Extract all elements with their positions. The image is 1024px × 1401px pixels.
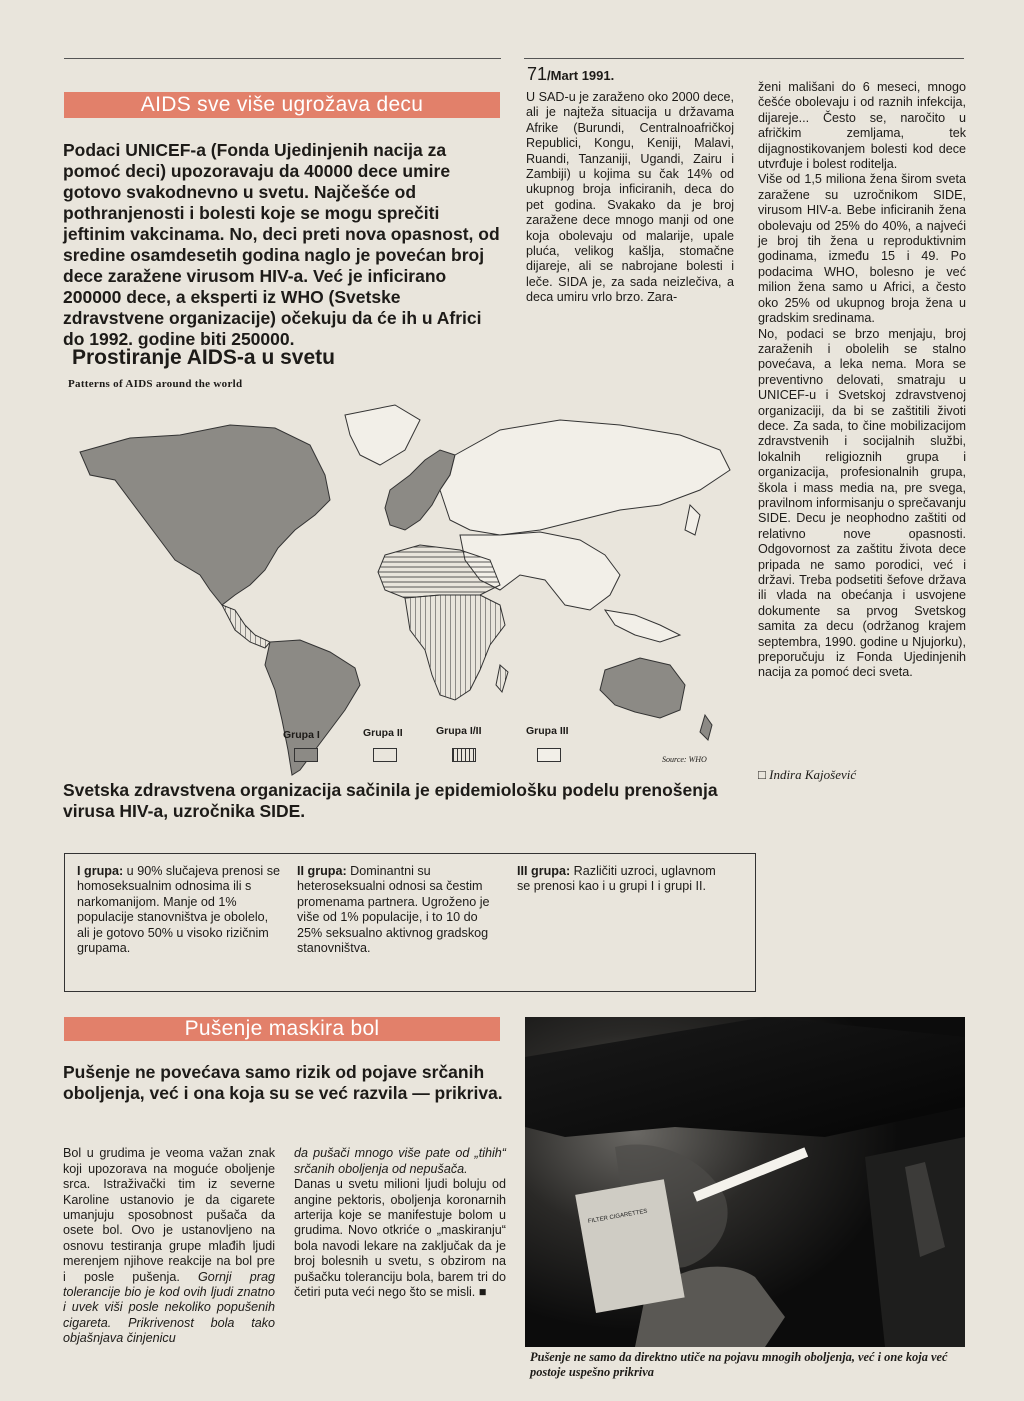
japan <box>685 505 700 535</box>
legend-swatch-group12 <box>452 748 476 762</box>
square-bullet-icon: □ <box>758 767 770 782</box>
central-america <box>222 605 270 648</box>
legend-label-group1: Grupa I <box>283 729 320 741</box>
group-2-definition <box>297 864 497 956</box>
issue-number: 71 <box>527 64 548 84</box>
smoking-col2-italic: da pušači mnogo više pate od „tihih“ srčanih oboljenja od nepušača. <box>294 1146 506 1176</box>
aids-column-2: U SAD-u je zaraženo oko 2000 dece, ali je najteža situacija u državama Afrike (Burundi, Centralnoafričkoj Republici, Kongu, Keniji, Malavi, Ruandi, Tanzaniji, Ugandi, Zairu i Zambiji) u kojima su čak 14% od ukupnog broja inficiranih, deca do pet godina. Svakako da je broj zaražene dece mnogo manji od one koja obolevaju od malarije, upale pluća, velikog kašlja, stomačne dijareje, ali se nabrojane bolesti i leče. SIDA je, za sada neizlečiva, a deca umiru vrlo brzo. Zara- <box>526 90 734 305</box>
legend-label-group12: Grupa I/II <box>436 725 482 737</box>
greenland <box>345 405 420 465</box>
smoking-col2-text: Danas u svetu milioni ljudi boluju od angine pektoris, oboljenja koronarnih arterija koje se manifestuje bolom u grudima. Novo otkriće o „maskiranju“ bola navodi lekare na zaključak da je broj bolesnih u svetu, s obzirom na pušačku toleranciju bola, barem tri do četiri puta veći nego što se misli. <box>294 1177 506 1300</box>
group-2-label: II grupa: <box>297 864 347 878</box>
author-signature <box>758 767 856 783</box>
smoking-lead: Pušenje ne povećava samo rizik od pojave srčanih oboljenja, već i ona koja su se već razvila — prikriva. <box>63 1062 503 1103</box>
group-definitions-box <box>64 853 756 992</box>
legend-label-group2: Grupa II <box>363 727 403 739</box>
legend-swatch-group2 <box>373 748 397 762</box>
issue-header <box>527 64 614 85</box>
southeast-asia <box>605 610 680 642</box>
map-caption: Svetska zdravstvena organizacija sačinila je epidemiološku podelu prenošenja virusa HIV-a, uzročnika SIDE. <box>63 780 718 821</box>
legend-swatch-group3 <box>537 748 561 762</box>
smoking-column-2 <box>294 1131 506 1300</box>
top-rule-right <box>524 58 964 59</box>
north-america <box>80 425 330 605</box>
group-1-label: I grupa: <box>77 864 124 878</box>
smoking-column-1 <box>63 1131 275 1347</box>
group-1-definition <box>77 864 282 956</box>
australia <box>600 658 685 718</box>
map-subtitle: Patterns of AIDS around the world <box>68 378 243 390</box>
smoking-col1-text: Bol u grudima je veoma važan znak koji upozorava na moguće oboljenje srca. Istraživački tim iz severne Karoline ustanovio je da cigarete umanjuju sposobnost pušača da osete bol. Ovo je ustanovljeno na osnovu testiranja grupe mlađih ljudi merenjem njihove reakcije na bol pre i posle pušenja. <box>63 1146 275 1284</box>
legend-label-group3: Grupa III <box>526 725 569 737</box>
top-rule-left <box>64 58 501 59</box>
madagascar <box>496 665 508 692</box>
group-3-definition <box>517 864 717 895</box>
legend-swatch-group1 <box>294 748 318 762</box>
asia-north <box>440 420 730 535</box>
aids-banner: AIDS sve više ugrožava decu <box>64 92 500 118</box>
world-map <box>60 380 750 780</box>
smoker-photo <box>525 1017 965 1347</box>
photo-caption: Pušenje ne samo da direktno utiče na pojavu mnogih oboljenja, već i one koja već postoje uspešno prikriva <box>530 1350 948 1379</box>
author-name: Indira Kajošević <box>769 767 857 782</box>
group-3-label: III grupa: <box>517 864 571 878</box>
aids-lead: Podaci UNICEF-a (Fonda Ujedinjenih nacija za pomoć deci) upozoravaju da 40000 dece umire gotovo svakodnevno u svetu. Najčešće od pothranjenosti i bolesti koje se mogu sprečiti jeftinim vakcinama. No, deci preti nova opasnost, od sredine osamdesetih godina naglo je povećan broj dece zaražene virusom HIV-a. Već je inficirano 200000 dece, a eksperti iz WHO (Svetske zdravstvene organizacije) očekuju da će ih u Africi do 1992. godine biti 250000. <box>63 140 500 349</box>
group-3-text: Različiti uzroci, uglavnom se prenosi kao i u grupi I i grupi II. <box>517 864 716 894</box>
group-1-text: u 90% slučajeva prenosi se homoseksualnim odnosima ili s narkomanijom. Manje od 1% populacije stanovništva je obolelo, ali je gotovo 50% u visoko rizičnim grupama. <box>77 864 281 956</box>
issue-date: /Mart 1991. <box>547 68 615 83</box>
pack-label: FILTER CIGARETTES <box>587 1208 648 1225</box>
aids-column-3: ženi mališani do 6 meseci, mnogo češće obolevaju i od raznih infekcija, dijareje... Često se, naročito u afričkim zemljama, tek dijagnostikovanjem bolesti kod dece utvrđuje i bolest roditelja. Više od 1,5 miliona žena širom sveta zaražene su uzročnikom SIDE, virusom HIV-a. Bebe inficiranih žena obolevaju od 25% do 40%, a najveći je broj tih žena u reproduktivnim godinama, između 15 i 49. Po podacima WHO, bolesno je već milion žena samo u Africi, a često oko 25% od ukupnog broja žena u gradskim sredinama. No, podaci se brzo menjaju, broj zaraženih i obolelih se stalno povećava, a leka nema. Mora se preventivno delovati, smatraju u UNICEF-u i Svetskoj zdravstvenoj organizaciji, da bi se zaštitili životi dece. Za sada, to čine mobilizacijom zdravstvenih i socijalnih službi, lokalnih religioznih grupa i organizacija, profesionalnih grupa, škola i mass media na, pre svega, pravilnom informisanju o sprečavanju SIDE. Decu je neophodno zaštiti od relativno nove opasnosti. Odgovornost za zaštitu života dece pripada ne samo porodici, već i državi. Treba podsetiti šefove država ili vlada na obećanja i usvojene dokumente sa prvog Svetskog samita za decu (održanog krajem septembra, 1990. godine u Njujorku), preporučuju iz Fonda Ujedinjenih nacija za pomoć deci sveta. <box>758 80 966 680</box>
smoking-col1-italic: Gornji prag tolerancije bio je kod ovih ljudi znatno i uvek viši posle nekoliko popušenih cigareta. Prikrivenost bola tako objašnjava činjenicu <box>63 1269 275 1346</box>
group-2-text: Dominantni su heteroseksualni odnosi sa čestim promenama partnera. Ugroženo je više od 1% populacije, i to 10 do 25% seksualno aktivnog gradskog stanovništva. <box>297 864 490 956</box>
africa-south <box>405 595 505 700</box>
new-zealand <box>700 715 712 740</box>
end-square-icon: ■ <box>475 1285 487 1300</box>
map-title: Prostiranje AIDS-a u svetu <box>72 346 335 369</box>
map-source: Source: WHO <box>662 755 707 764</box>
smoking-banner: Pušenje maskira bol <box>64 1017 500 1041</box>
